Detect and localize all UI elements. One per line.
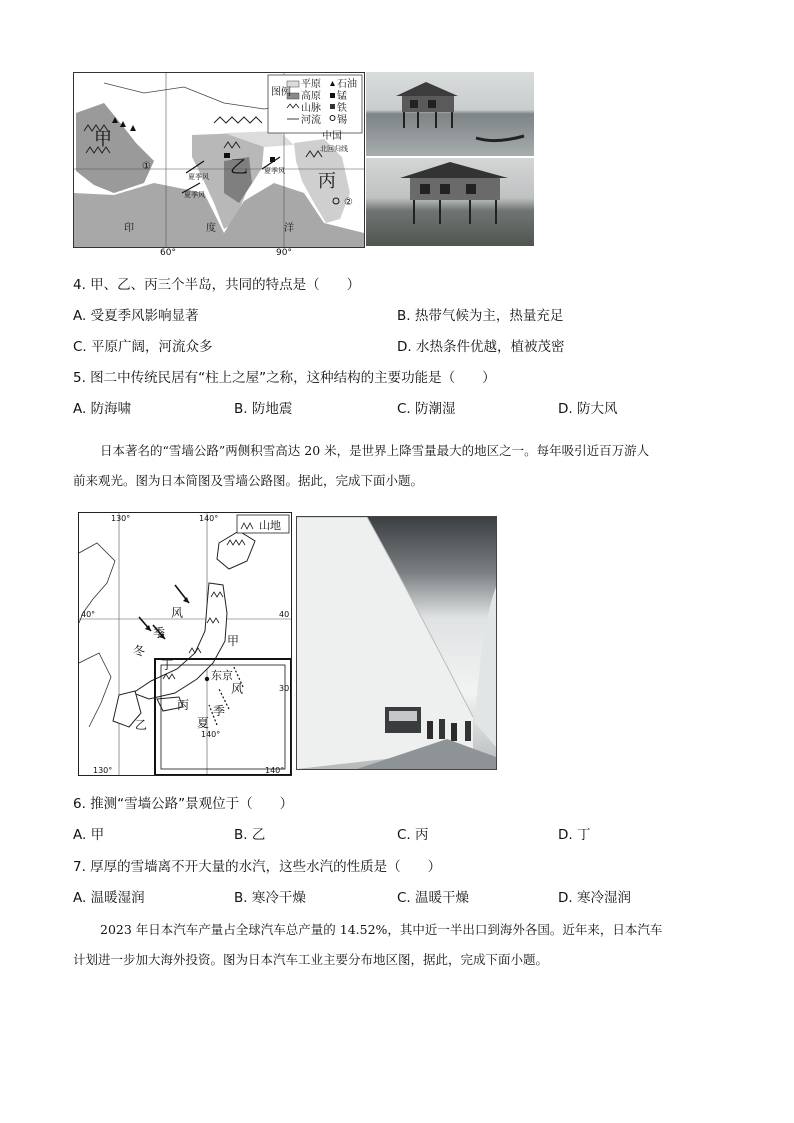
label-lon-90: 90° bbox=[276, 248, 292, 258]
question-7-option-c[interactable]: C. 温暖干燥 bbox=[397, 890, 470, 906]
label-xia: 夏 bbox=[197, 716, 210, 730]
japan-map-svg bbox=[79, 513, 291, 775]
label-circle-1: ① bbox=[142, 161, 151, 172]
japan-map bbox=[78, 512, 292, 776]
south-asia-map-svg bbox=[74, 73, 364, 247]
label-jia: 甲 bbox=[94, 129, 112, 150]
label-ji-2: 季 bbox=[213, 704, 226, 718]
label-yang: 洋 bbox=[284, 223, 294, 234]
label-yi: 乙 bbox=[230, 157, 248, 178]
question-7-option-d[interactable]: D. 寒冷湿润 bbox=[558, 890, 631, 906]
question-4-option-d[interactable]: D. 水热条件优越，植被茂密 bbox=[397, 339, 565, 355]
question-7-option-b[interactable]: B. 寒冷干燥 bbox=[234, 890, 306, 906]
label-lon-140-inset: 140° bbox=[201, 730, 221, 739]
question-5-stem: 5. 图二中传统民居有“柱上之屋”之称，这种结构的主要功能是（ ） bbox=[73, 370, 496, 386]
label-yi: 乙 bbox=[135, 718, 148, 732]
label-monsoon-3: 夏季风 bbox=[264, 167, 285, 175]
label-monsoon-2: 夏季风 bbox=[188, 173, 209, 181]
question-4-stem: 4. 甲、乙、丙三个半岛，共同的特点是（ ） bbox=[73, 277, 361, 293]
label-ji-1: 季 bbox=[153, 626, 166, 640]
label-bing: 丙 bbox=[177, 698, 190, 712]
legend-item-tin: 锡 bbox=[337, 115, 347, 126]
south-asia-map bbox=[73, 72, 365, 248]
question-6-option-d[interactable]: D. 丁 bbox=[558, 827, 591, 843]
label-circle-2: ② bbox=[344, 197, 353, 208]
question-5-option-d[interactable]: D. 防大风 bbox=[558, 401, 618, 417]
legend-item-plain: 平原 bbox=[301, 79, 321, 90]
passage-2-line-2: 计划进一步加大海外投资。图为日本汽车工业主要分布地区图，据此，完成下面小题。 bbox=[73, 952, 549, 967]
label-tropic: 北回归线 bbox=[320, 145, 348, 153]
question-6-option-a[interactable]: A. 甲 bbox=[73, 827, 105, 843]
manganese-icon bbox=[270, 157, 275, 162]
label-lat-40-right: 40 bbox=[279, 610, 290, 619]
question-4-option-b[interactable]: B. 热带气候为主，热量充足 bbox=[397, 308, 564, 324]
label-lat-30: 30 bbox=[279, 684, 290, 693]
legend-item-oil: 石油 bbox=[337, 79, 357, 90]
label-lon-140-bottom: 140° bbox=[265, 766, 285, 775]
question-7-option-a[interactable]: A. 温暖湿润 bbox=[73, 890, 145, 906]
label-lon-140-top: 140° bbox=[199, 514, 219, 523]
question-4-option-a[interactable]: A. 受夏季风影响显著 bbox=[73, 308, 199, 324]
label-bing: 丙 bbox=[318, 171, 336, 192]
label-dong: 冬 bbox=[133, 644, 146, 658]
question-7-stem: 7. 厚厚的雪墙离不开大量的水汽，这些水汽的性质是（ ） bbox=[73, 859, 442, 875]
label-feng-1: 风 bbox=[171, 606, 184, 620]
label-ding: 丁 bbox=[161, 658, 174, 672]
legend-item-iron: 铁 bbox=[337, 103, 347, 114]
passage-2-line-1: 2023 年日本汽车产量占全球汽车总产量的 14.52%，其中近一半出口到海外各国。近年来，日本汽车 bbox=[100, 922, 663, 937]
passage-1-line-1: 日本著名的“雪墙公路”两侧积雪高达 20 米，是世界上降雪量最大的地区之一。每年吸引近百万游人 bbox=[100, 443, 650, 458]
label-du: 度 bbox=[206, 223, 216, 234]
legend-item-plateau: 高原 bbox=[301, 91, 321, 102]
label-indian: 印 bbox=[124, 223, 134, 234]
label-monsoon-1: 夏季风 bbox=[184, 191, 205, 199]
legend-item-manganese: 锰 bbox=[337, 91, 347, 102]
question-6-option-b[interactable]: B. 乙 bbox=[234, 827, 266, 843]
label-jia: 甲 bbox=[227, 634, 240, 648]
label-china: 中国 bbox=[322, 131, 342, 142]
question-5-option-b[interactable]: B. 防地震 bbox=[234, 401, 293, 417]
stilt-house-photo-bottom bbox=[366, 158, 534, 246]
label-lat-40-left: 40° bbox=[81, 610, 96, 619]
label-tokyo: 东京 bbox=[211, 669, 233, 682]
legend-item-mountain: 山脉 bbox=[301, 103, 321, 114]
legend-mountain: 山地 bbox=[259, 519, 281, 532]
label-lon-130-bottom: 130° bbox=[93, 766, 113, 775]
question-5-option-c[interactable]: C. 防潮湿 bbox=[397, 401, 456, 417]
question-6-option-c[interactable]: C. 丙 bbox=[397, 827, 429, 843]
label-lon-60: 60° bbox=[160, 248, 176, 258]
question-4-option-c[interactable]: C. 平原广阔，河流众多 bbox=[73, 339, 213, 355]
stilt-house-photo-top bbox=[366, 72, 534, 156]
legend-title: 图例 bbox=[271, 87, 291, 98]
legend-item-river: 河流 bbox=[301, 115, 321, 126]
label-feng-2: 风 bbox=[231, 682, 244, 696]
question-5-option-a[interactable]: A. 防海啸 bbox=[73, 401, 132, 417]
question-6-stem: 6. 推测“雪墙公路”景观位于（ ） bbox=[73, 796, 294, 812]
label-lon-130-top: 130° bbox=[111, 514, 131, 523]
passage-1-line-2: 前来观光。图为日本简图及雪墙公路图。据此，完成下面小题。 bbox=[73, 473, 424, 488]
snow-wall-road-photo bbox=[296, 516, 497, 770]
